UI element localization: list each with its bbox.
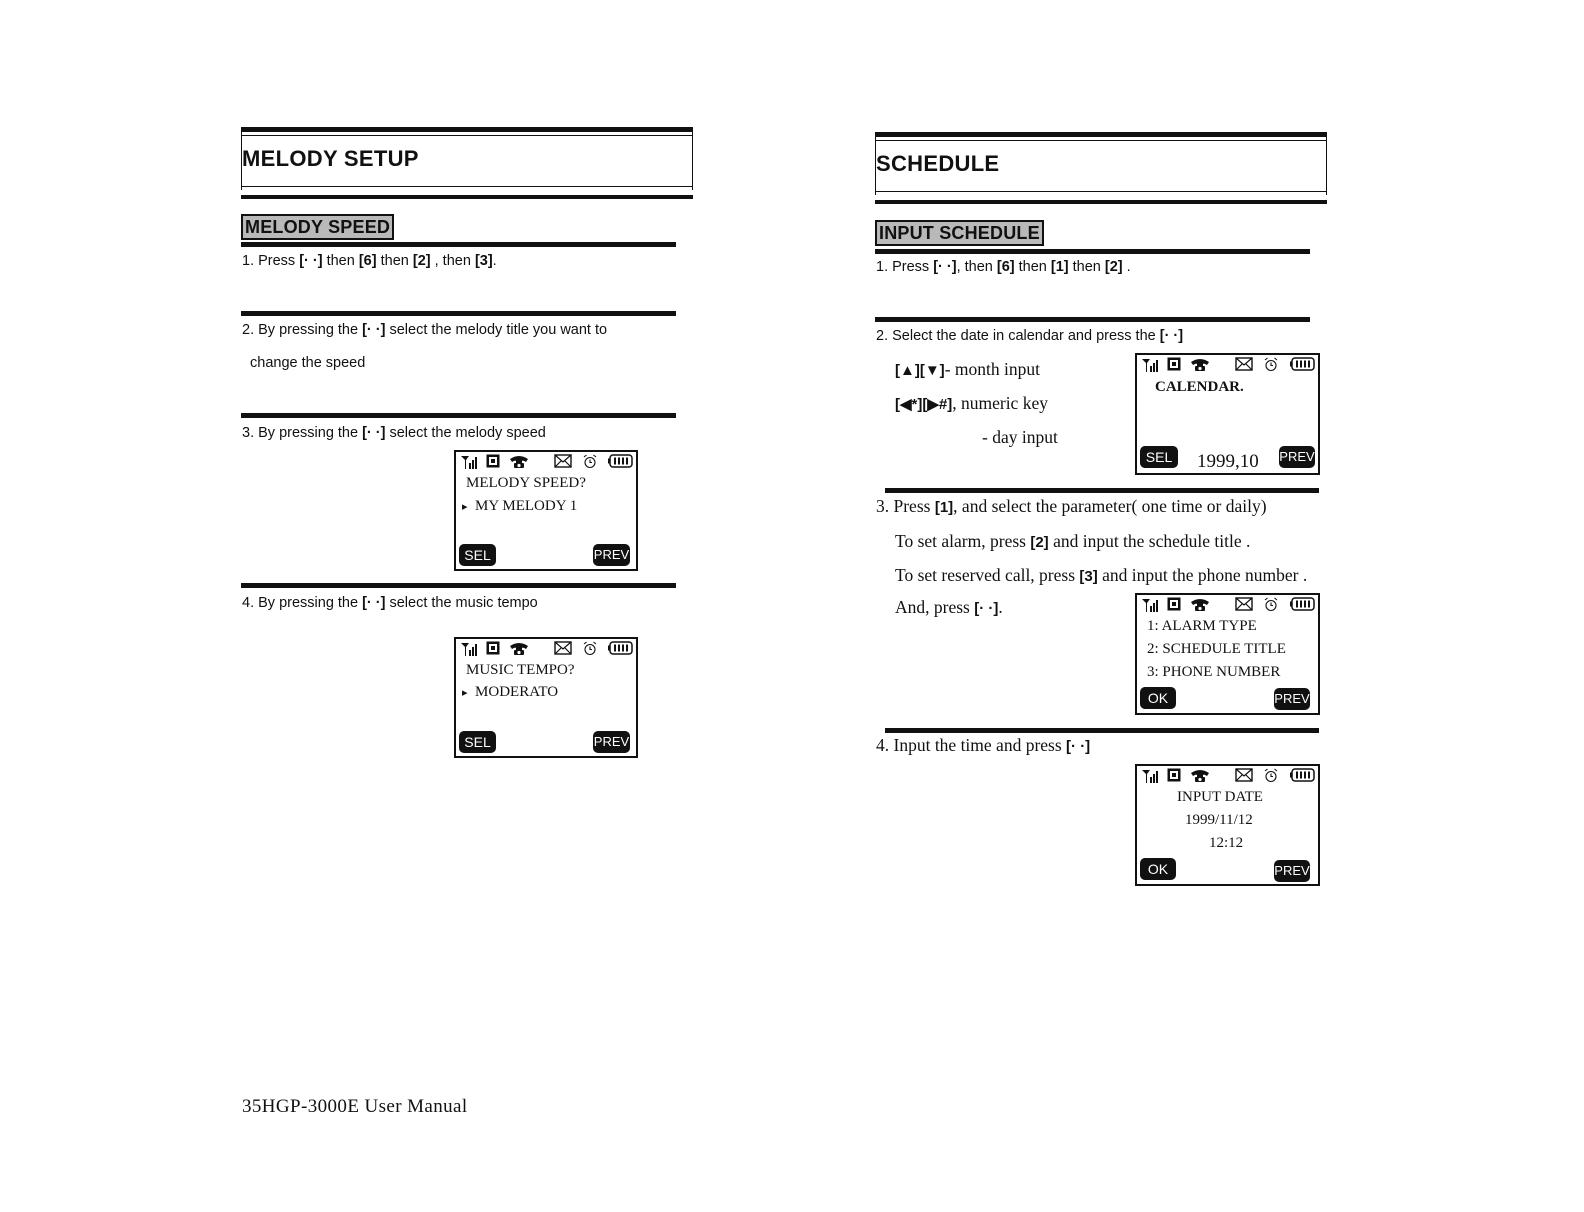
- menu-item-schedule-title[interactable]: 2: SCHEDULE TITLE: [1147, 641, 1286, 657]
- selection-value: MY MELODY 1: [475, 498, 578, 514]
- signal-icon: [1141, 597, 1159, 613]
- key-ref: [◀*][▶#]: [895, 396, 953, 413]
- message-icon: [554, 454, 572, 468]
- phone-screen-music-tempo: [454, 637, 638, 758]
- key-ref: [2]: [1104, 259, 1123, 275]
- step-text: 4. By pressing the: [242, 595, 363, 611]
- step-text: 3. Press: [876, 496, 935, 516]
- status-bar: [460, 454, 632, 472]
- key-ref: [1]: [1050, 259, 1069, 275]
- step-text: , and select the parameter( one time or daily): [953, 496, 1267, 516]
- step-1: [242, 253, 497, 269]
- step-text: select the melody title you want to: [385, 322, 608, 338]
- key-ref: [· ·]: [362, 322, 386, 338]
- key-ref: [3]: [474, 253, 493, 269]
- menu-item-phone-number[interactable]: 3: PHONE NUMBER: [1147, 664, 1281, 680]
- step-3-confirm: [895, 597, 1003, 618]
- screen-prompt: MELODY SPEED?: [466, 475, 586, 491]
- prev-softkey[interactable]: PREV: [1274, 860, 1310, 882]
- screen-selection: [462, 684, 558, 701]
- step-text: , then: [430, 253, 475, 269]
- step-text: .: [1122, 259, 1131, 275]
- step-rule: [241, 242, 676, 247]
- phone-screen-calendar: [1135, 353, 1320, 475]
- prev-softkey[interactable]: PREV: [1274, 688, 1310, 710]
- phone-icon: [1190, 357, 1210, 371]
- key-ref: [· ·]: [933, 259, 957, 275]
- step-2: [876, 328, 1183, 344]
- step-2-continued: change the speed: [250, 355, 366, 371]
- step-text: 2. Select the date in calendar and press the: [876, 328, 1160, 344]
- step-rule: [241, 583, 676, 588]
- step-4: [242, 595, 538, 611]
- prev-softkey[interactable]: PREV: [1279, 446, 1315, 468]
- ok-softkey[interactable]: OK: [1140, 858, 1176, 880]
- battery-icon: [1290, 357, 1316, 371]
- alarm-clock-icon: [582, 454, 598, 469]
- step-3: [876, 496, 1267, 517]
- status-bar: [1141, 357, 1314, 375]
- step-3-alarm: [895, 531, 1250, 552]
- selection-value: MODERATO: [475, 684, 559, 700]
- step-text: then: [1068, 259, 1105, 275]
- message-icon: [1235, 597, 1253, 611]
- calendar-value: 1999,10: [1197, 451, 1259, 472]
- sel-softkey[interactable]: SEL: [1140, 446, 1178, 468]
- step-text: .: [492, 253, 497, 269]
- phone-icon: [509, 454, 529, 468]
- selection-marker: ▸: [462, 501, 468, 513]
- key-ref: [6]: [996, 259, 1015, 275]
- page-footer: 35HGP-3000E User Manual: [242, 1096, 468, 1117]
- time-value: 12:12: [1209, 835, 1244, 851]
- status-bar: [1141, 597, 1314, 615]
- step-text: And, press: [895, 597, 975, 617]
- key-legend-month: [895, 359, 1040, 380]
- screen-prompt: INPUT DATE: [1177, 789, 1263, 805]
- step-text: 3. By pressing the: [242, 425, 363, 441]
- step-rule: [885, 728, 1319, 733]
- step-4: [876, 735, 1090, 756]
- key-ref: [3]: [1079, 568, 1098, 585]
- key-legend-numeric: [895, 393, 1048, 414]
- key-ref: [6]: [358, 253, 377, 269]
- section-title: MELODY SETUP: [242, 146, 419, 171]
- step-text: select the music tempo: [385, 595, 538, 611]
- step-3-reserved-call: [895, 565, 1307, 586]
- step-text: then: [322, 253, 359, 269]
- legend-text: - month input: [944, 359, 1040, 379]
- step-text: , then: [956, 259, 997, 275]
- prev-softkey[interactable]: PREV: [593, 731, 630, 753]
- alarm-clock-icon: [1263, 597, 1279, 612]
- battery-icon: [608, 454, 634, 468]
- step-text: 2. By pressing the: [242, 322, 363, 338]
- step-text: .: [998, 597, 1003, 617]
- step-rule: [885, 488, 1319, 493]
- phone-icon: [509, 641, 529, 655]
- key-ref: [2]: [412, 253, 431, 269]
- phone-icon: [1190, 768, 1210, 782]
- battery-icon: [1290, 597, 1316, 611]
- message-icon: [1235, 357, 1253, 371]
- signal-icon: [460, 641, 478, 657]
- date-value: 1999/11/12: [1185, 812, 1253, 828]
- battery-icon: [608, 641, 634, 655]
- subsection-label: MELODY SPEED: [241, 214, 394, 240]
- signal-icon: [1141, 357, 1159, 373]
- phone-screen-input-date: [1135, 764, 1320, 886]
- alarm-clock-icon: [1263, 357, 1279, 372]
- section-title-underline: [875, 191, 1327, 204]
- key-ref: [1]: [934, 499, 954, 516]
- menu-item-alarm-type[interactable]: 1: ALARM TYPE: [1147, 618, 1257, 634]
- key-ref: [· ·]: [362, 595, 386, 611]
- sel-softkey[interactable]: SEL: [459, 731, 496, 753]
- alarm-clock-icon: [582, 641, 598, 656]
- step-rule: [241, 413, 676, 418]
- phone-screen-melody-speed: [454, 450, 638, 571]
- step-rule: [241, 311, 676, 316]
- key-legend-day: - day input: [982, 427, 1058, 447]
- step-2: [242, 322, 607, 338]
- step-text: then: [1014, 259, 1051, 275]
- step-rule: [875, 317, 1310, 322]
- phone-screen-schedule-menu: [1135, 593, 1320, 715]
- key-ref: [2]: [1030, 534, 1049, 551]
- key-ref: [▲][▼]: [895, 362, 945, 379]
- screen-selection: [462, 498, 577, 515]
- status-bar: [1141, 768, 1314, 786]
- step-text: To set alarm, press: [895, 531, 1031, 551]
- step-text: 4. Input the time and press: [876, 735, 1067, 755]
- sel-softkey[interactable]: SEL: [459, 544, 496, 566]
- roaming-icon: [1167, 768, 1181, 782]
- step-text: then: [376, 253, 413, 269]
- step-text: To set reserved call, press: [895, 565, 1080, 585]
- roaming-icon: [1167, 357, 1181, 371]
- battery-icon: [1290, 768, 1316, 782]
- screen-prompt: CALENDAR.: [1155, 379, 1244, 395]
- step-3: [242, 425, 546, 441]
- key-ref: [· ·]: [362, 425, 386, 441]
- alarm-clock-icon: [1263, 768, 1279, 783]
- section-title-underline: [241, 186, 693, 199]
- message-icon: [554, 641, 572, 655]
- phone-icon: [1190, 597, 1210, 611]
- key-ref: [· ·]: [1066, 738, 1091, 755]
- prev-softkey[interactable]: PREV: [593, 544, 630, 566]
- roaming-icon: [486, 454, 500, 468]
- screen-prompt: MUSIC TEMPO?: [466, 662, 575, 678]
- signal-icon: [1141, 768, 1159, 784]
- signal-icon: [460, 454, 478, 470]
- step-1: [876, 259, 1131, 275]
- selection-marker: ▸: [462, 687, 468, 699]
- step-text: select the melody speed: [385, 425, 546, 441]
- roaming-icon: [1167, 597, 1181, 611]
- step-text: 1. Press: [876, 259, 934, 275]
- step-text: and input the phone number .: [1097, 565, 1308, 585]
- status-bar: [460, 641, 632, 659]
- key-ref: [· ·]: [1159, 328, 1184, 344]
- key-ref: [· ·]: [299, 253, 323, 269]
- key-ref: [· ·]: [974, 600, 999, 617]
- subsection-label: INPUT SCHEDULE: [875, 220, 1044, 246]
- step-rule: [875, 249, 1310, 254]
- message-icon: [1235, 768, 1253, 782]
- step-text: 1. Press: [242, 253, 300, 269]
- roaming-icon: [486, 641, 500, 655]
- ok-softkey[interactable]: OK: [1140, 687, 1176, 709]
- legend-text: , numeric key: [952, 393, 1048, 413]
- step-text: and input the schedule title .: [1048, 531, 1251, 551]
- section-title: SCHEDULE: [876, 151, 1000, 176]
